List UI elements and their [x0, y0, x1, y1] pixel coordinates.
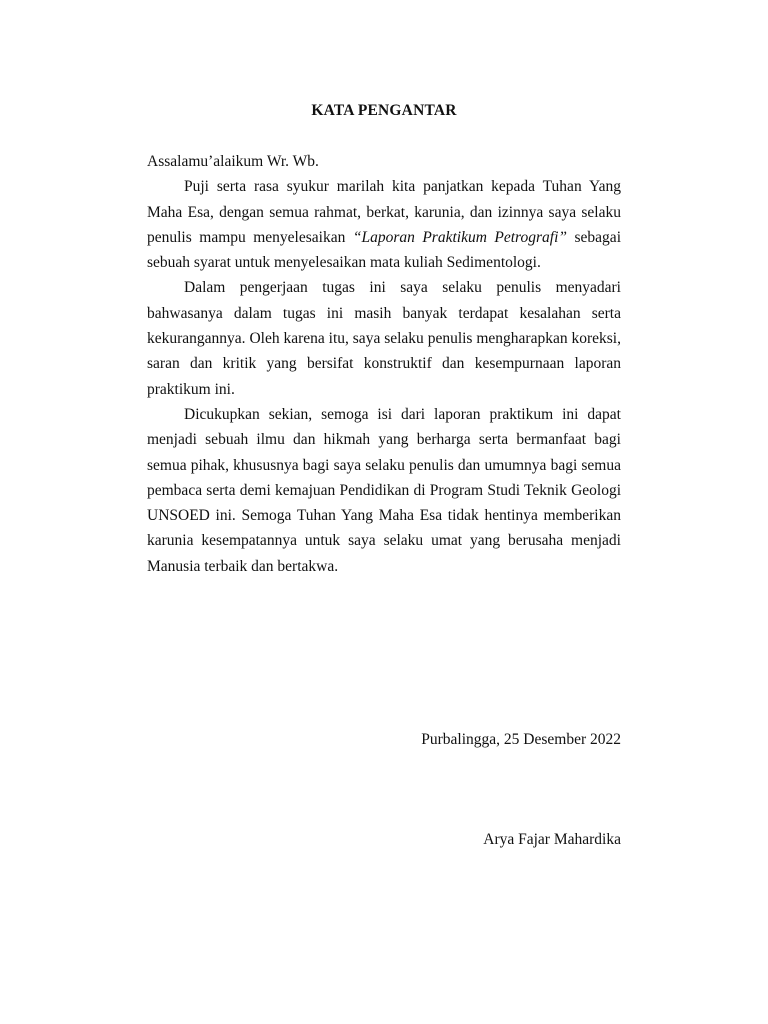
paragraph-1-text-start: Puji serta rasa syukur marilah kita panjatkan kepada Tuhan Yang Maha Esa, dengan semua rahmat, berkat, karunia, dan izinnya saya selaku penulis mampu menyelesaikan — [147, 178, 621, 246]
place-date: Purbalingga, 25 Desember 2022 — [421, 731, 621, 748]
paragraph-3: Dicukupkan sekian, semoga isi dari laporan praktikum ini dapat menjadi sebuah ilmu dan hikmah yang berharga serta bermanfaat bagi semua pihak, khususnya bagi saya selaku penulis dan umumnya bagi semua pembaca serta demi kemajuan Pendidikan di Program Studi Teknik Geologi UNSOED ini. Semoga Tuhan Yang Maha Esa tidak hentinya memberikan karunia kesempatannya untuk saya selaku umat yang berusaha menjadi Manusia terbaik dan bertakwa. — [147, 405, 621, 575]
paragraph-1 — [147, 174, 621, 275]
paragraph-1-text-end: sebagai sebuah syarat untuk menyelesaikan mata kuliah Sedimentologi. — [147, 228, 621, 272]
paragraph-2: Dalam pengerjaan tugas ini saya selaku penulis menyadari bahwasanya dalam tugas ini masih banyak terdapat kesalahan serta kekurangannya. Oleh karena itu, saya selaku penulis mengharapkan koreksi, saran dan kritik yang bersifat konstruktif dan kesempurnaan laporan praktikum ini. — [147, 279, 621, 398]
author-name: Arya Fajar Mahardika — [483, 831, 621, 848]
page-title: KATA PENGANTAR — [311, 102, 457, 119]
report-title-italic: “Laporan Praktikum Petrografi” — [352, 228, 568, 246]
greeting: Assalamu’alaikum Wr. Wb. — [147, 153, 319, 170]
body-text — [147, 149, 621, 579]
